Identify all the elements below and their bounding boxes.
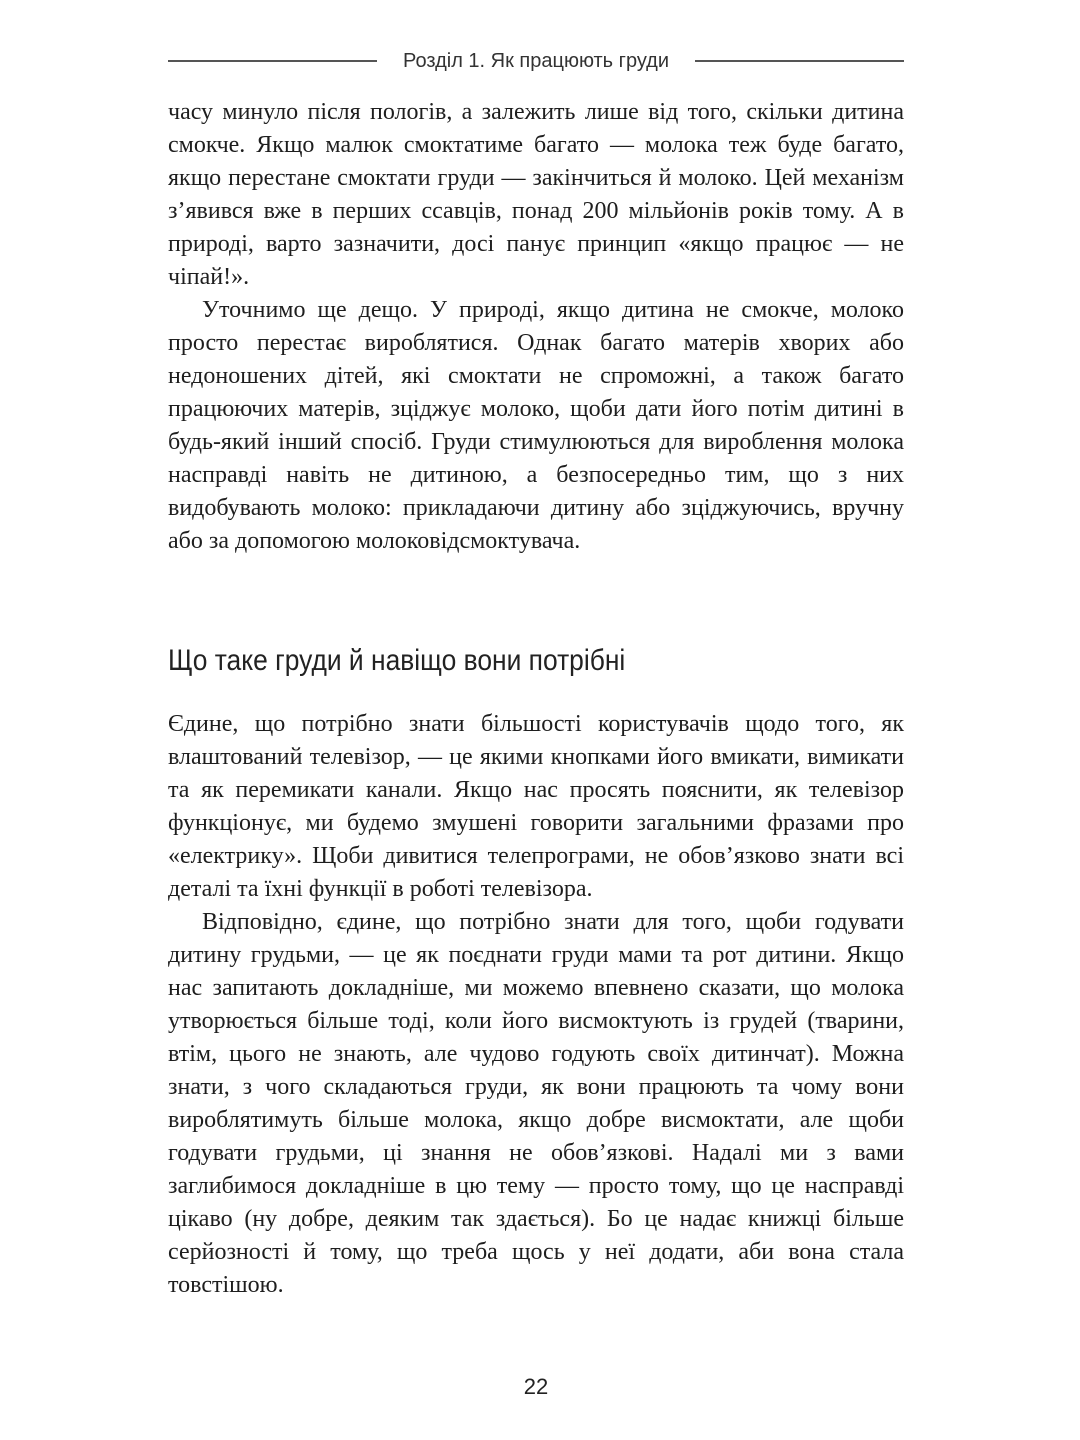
running-header	[168, 46, 904, 76]
section-heading: Що таке груди й навіщо вони потрібні	[168, 644, 626, 677]
paragraph: Відповідно, єдине, що потрібно знати для того, щоби годувати дитину грудьми, — це як поєднати груди мами та рот дитини. Якщо нас запитають докладніше, ми можемо впевнено сказати, що молока утворюється більше тоді, коли його висмоктують із грудей (тварини, втім, цього не знають, але чудово годують своїх дитинчат). Можна знати, з чого складаються груди, як вони працюють та чому вони вироблятимуть більше молока, якщо добре висмоктати, але щоби годувати грудьми, ці знання не обов’язкові. Надалі ми з вами заглибимося докладніше в цю тему — просто тому, що це насправді цікаво (ну добре, деяким так здається). Бо це надає книжці більше серйозності й тому, що треба щось у неї додати, аби вона стала товстішою.	[168, 909, 904, 1298]
header-rule-left	[168, 60, 377, 62]
intro-text-block	[168, 96, 904, 558]
main-text-block	[168, 708, 904, 1302]
header-rule-right	[695, 60, 904, 62]
book-page	[168, 0, 904, 1440]
paragraph: Уточнимо ще дещо. У природі, якщо дитина не смокче, молоко просто перестає вироблятися. Однак багато матерів хворих або недоношених дітей, які смоктати не спроможні, а також багато працюючих матерів, зціджує молоко, щоби дати його потім дитині в будь-який інший спосіб. Груди стимулюються для вироблення молока насправді навіть не дитиною, а безпосередньо тим, що з них видобувають молоко: прикладаючи дитину або зціджуючись, вручну або за допомогою молоковідсмоктувача.	[168, 297, 904, 554]
paragraph: Єдине, що потрібно знати більшості користувачів щодо того, як влаштований телевізор, — це якими кнопками його вмикати, вимикати та як перемикати канали. Якщо нас просять пояснити, як телевізор функціонує, ми будемо змушені говорити загальними фразами про «електрику». Щоби дивитися телепрограми, не обов’язково знати всі деталі та їхні функції в роботі телевізора.	[168, 711, 904, 902]
paragraph-continued: часу минуло після пологів, а залежить лише від того, скільки дитина смокче. Якщо малюк смоктатиме багато — молока теж буде багато, якщо перестане смоктати груди — закінчиться й молоко. Цей механізм з’явився вже в перших ссавців, понад 200 мільйонів років тому. А в природі, варто зазначити, досі панує принцип «якщо працює — не чіпай!».	[168, 99, 904, 290]
running-header-title: Розділ 1. Як працюють груди	[403, 49, 670, 72]
page-number: 22	[523, 1374, 549, 1399]
